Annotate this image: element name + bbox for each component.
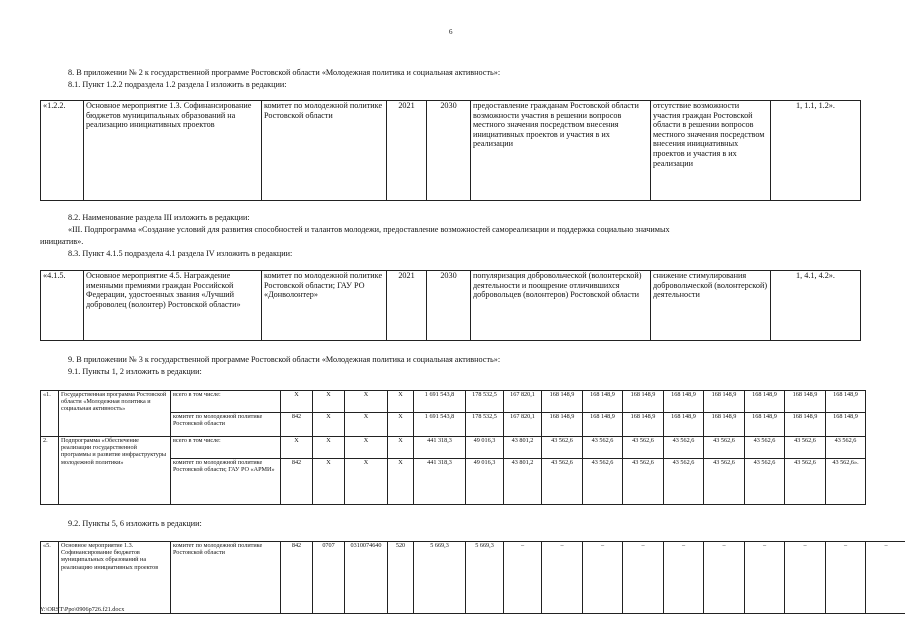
cell-total: 1 691 543,8	[414, 413, 466, 437]
cell-csr: Х	[345, 437, 388, 459]
cell-year-value: 168 148,9	[745, 413, 785, 437]
cell-rz-pr: 0707	[313, 542, 345, 614]
cell-year-value: 43 562,6	[542, 437, 583, 459]
table-financing-items-1-2	[40, 390, 905, 505]
cell-vr: Х	[388, 437, 414, 459]
cell-expected-result: предоставление гражданам Ростовской области возможности участия в решении вопросов местного значения посредством внесения инициативных проектов и участия в их реализации	[471, 101, 651, 201]
cell-year-value: 168 148,9	[704, 413, 745, 437]
cell-rz-pr: Х	[313, 437, 345, 459]
cell-total: 5 669,3	[414, 542, 466, 614]
cell-year-value: 5 669,3	[466, 542, 504, 614]
cell-year-value: –	[583, 542, 623, 614]
cell-total: 1 691 543,8	[414, 391, 466, 413]
paragraph-8-2-section-title: «III. Подпрограмма «Создание условий для развития способностей и талантов молодежи, предоставление возможностей самореализации и поддержка социально значимых	[68, 225, 670, 234]
cell-year-value: 167 820,1	[504, 391, 542, 413]
cell-year-value: –	[745, 542, 785, 614]
cell-grbs: 842	[281, 542, 313, 614]
paragraph-8-3: 8.3. Пункт 4.1.5 подраздела 4.1 раздела IV изложить в редакции:	[68, 249, 293, 258]
cell-year-value: –	[704, 542, 745, 614]
cell-total: 441 318,3	[414, 459, 466, 505]
cell-vr: Х	[388, 413, 414, 437]
cell-year-value: 43 562,6	[664, 459, 704, 505]
cell-rz-pr: Х	[313, 459, 345, 505]
cell-consequence: снижение стимулирования добровольческой (волонтерской) деятельности	[651, 271, 771, 341]
cell-vr: Х	[388, 459, 414, 505]
cell-program-name: Подпрограмма «Обеспечение реализации государственной программы и развитие инфраструктуры молодежной политики»	[59, 437, 171, 505]
cell-year-end: 2030	[427, 271, 471, 341]
table-row	[41, 413, 905, 437]
cell-year-value: 43 801,2	[504, 459, 542, 505]
cell-grbs: Х	[281, 391, 313, 413]
cell-year-value: –	[504, 542, 542, 614]
cell-year-value: 43 562,6	[583, 437, 623, 459]
cell-year-value: 178 532,5	[466, 413, 504, 437]
cell-year-value: 43 562,6	[785, 437, 826, 459]
cell-consequence: отсутствие возможности участия граждан Ростовской области в решении вопросов местного значения посредством внесения инициативных проектов и участия в их реализации	[651, 101, 771, 201]
paragraph-8: 8. В приложении № 2 к государственной программе Ростовской области «Молодежная политика и социальная активность»:	[68, 68, 501, 77]
paragraph-9-1: 9.1. Пункты 1, 2 изложить в редакции:	[68, 367, 202, 376]
cell-num: 2.	[41, 437, 59, 505]
paragraph-8-1: 8.1. Пункт 1.2.2 подраздела 1.2 раздела I изложить в редакции:	[68, 80, 287, 89]
cell-year-value: 43 562,6	[745, 459, 785, 505]
cell-year-value: 43 562,6	[785, 459, 826, 505]
cell-year-value: 43 562,6	[623, 437, 664, 459]
cell-year-value: 43 562,6	[704, 437, 745, 459]
cell-year-end: 2030	[427, 101, 471, 201]
cell-grbs: 842	[281, 459, 313, 505]
cell-year-start: 2021	[387, 271, 427, 341]
cell-csr: Х	[345, 413, 388, 437]
cell-executor: комитет по молодежной политике Ростовской области	[171, 413, 281, 437]
cell-program-name: Государственная программа Ростовской области «Молодежная политика и социальная активность»	[59, 391, 171, 437]
cell-total: 441 318,3	[414, 437, 466, 459]
cell-year-value: 168 148,9	[664, 413, 704, 437]
cell-csr: 0310074640	[345, 542, 388, 614]
table-row	[41, 437, 905, 459]
cell-year-value: 43 562,6	[542, 459, 583, 505]
cell-year-value: 43 562,6	[704, 459, 745, 505]
cell-year-value: 168 148,9	[542, 391, 583, 413]
cell-year-value: –	[664, 542, 704, 614]
cell-year-value: –	[866, 542, 905, 614]
cell-executor: комитет по молодежной политике Ростовской области; ГАУ РО «Донволонтер»	[262, 271, 387, 341]
cell-executor: всего в том числе:	[171, 437, 281, 459]
cell-year-value: 43 562,6	[583, 459, 623, 505]
cell-grbs: Х	[281, 437, 313, 459]
cell-year-value: 49 016,3	[466, 437, 504, 459]
cell-year-start: 2021	[387, 101, 427, 201]
cell-year-value: 168 148,9	[583, 391, 623, 413]
cell-year-value: 168 148,9	[542, 413, 583, 437]
cell-year-value: 49 016,3	[466, 459, 504, 505]
cell-expected-result: популяризация добровольческой (волонтерской) деятельности и поощрение отличившихся добровольцев (волонтеров) Ростовской области	[471, 271, 651, 341]
cell-year-value: –	[826, 542, 866, 614]
cell-year-value: –	[785, 542, 826, 614]
cell-year-value: 168 148,9	[745, 391, 785, 413]
cell-year-value: –	[623, 542, 664, 614]
cell-grbs: 842	[281, 413, 313, 437]
cell-num: «4.1.5.	[41, 271, 84, 341]
cell-year-value: 43 562,6	[745, 437, 785, 459]
cell-year-value: 168 148,9	[583, 413, 623, 437]
cell-executor: комитет по молодежной политике Ростовской области; ГАУ РО «АРМИ»	[171, 459, 281, 505]
cell-num: «1.2.2.	[41, 101, 84, 201]
table-item-1-2-2	[40, 100, 861, 201]
cell-year-value: 168 148,9	[664, 391, 704, 413]
cell-csr: Х	[345, 459, 388, 505]
cell-year-value: 43 562,6	[623, 459, 664, 505]
table-row	[41, 391, 905, 413]
cell-year-value: 168 148,9	[785, 413, 826, 437]
cell-year-value: 167 820,1	[504, 413, 542, 437]
table-row	[41, 459, 905, 505]
file-path-footer: Y:\ORST\Ppo\0906p726.f21.docx	[40, 606, 125, 613]
cell-year-value: 168 148,9	[826, 391, 866, 413]
cell-year-value: 43 801,2	[504, 437, 542, 459]
cell-rz-pr: Х	[313, 413, 345, 437]
cell-event-name: Основное мероприятие 1.3. Софинансирование бюджетов муниципальных образований на реализацию инициативных проектов	[59, 542, 171, 614]
paragraph-9-2: 9.2. Пункты 5, 6 изложить в редакции:	[68, 519, 202, 528]
cell-year-value: 43 562,6».	[826, 459, 866, 505]
cell-year-value: 168 148,9	[704, 391, 745, 413]
cell-year-value: 43 562,6	[826, 437, 866, 459]
cell-csr: Х	[345, 391, 388, 413]
cell-event-name: Основное мероприятие 4.5. Награждение именными премиями граждан Российской Федерации, удостоенных звания «Лучший доброволец (волонтер) Ростовской области»	[84, 271, 262, 341]
cell-rz-pr: Х	[313, 391, 345, 413]
cell-vr: 520	[388, 542, 414, 614]
cell-year-value: 168 148,9	[623, 391, 664, 413]
cell-num: «1.	[41, 391, 59, 437]
cell-year-value: 168 148,9	[826, 413, 866, 437]
cell-event-name: Основное мероприятие 1.3. Софинансирование бюджетов муниципальных образований на реализацию инициативных проектов	[84, 101, 262, 201]
cell-year-value: 168 148,9	[623, 413, 664, 437]
cell-year-value: 178 532,5	[466, 391, 504, 413]
table-financing-item-5	[40, 541, 905, 614]
table-item-4-1-5	[40, 270, 861, 341]
cell-links: 1, 1.1, 1.2».	[771, 101, 861, 201]
cell-executor: комитет по молодежной политике Ростовской области	[171, 542, 281, 614]
cell-links: 1, 4.1, 4.2».	[771, 271, 861, 341]
cell-year-value: 43 562,6	[664, 437, 704, 459]
cell-year-value: 168 148,9	[785, 391, 826, 413]
cell-vr: Х	[388, 391, 414, 413]
cell-executor: комитет по молодежной политике Ростовской области	[262, 101, 387, 201]
paragraph-9: 9. В приложении № 3 к государственной программе Ростовской области «Молодежная политика и социальная активность»:	[68, 355, 501, 364]
paragraph-8-2-section-title-end: инициатив».	[40, 237, 84, 246]
cell-executor: всего в том числе:	[171, 391, 281, 413]
page-number: 6	[449, 28, 453, 36]
cell-year-value: –	[542, 542, 583, 614]
paragraph-8-2: 8.2. Наименование раздела III изложить в редакции:	[68, 213, 250, 222]
cell-num: «5.	[41, 542, 59, 614]
